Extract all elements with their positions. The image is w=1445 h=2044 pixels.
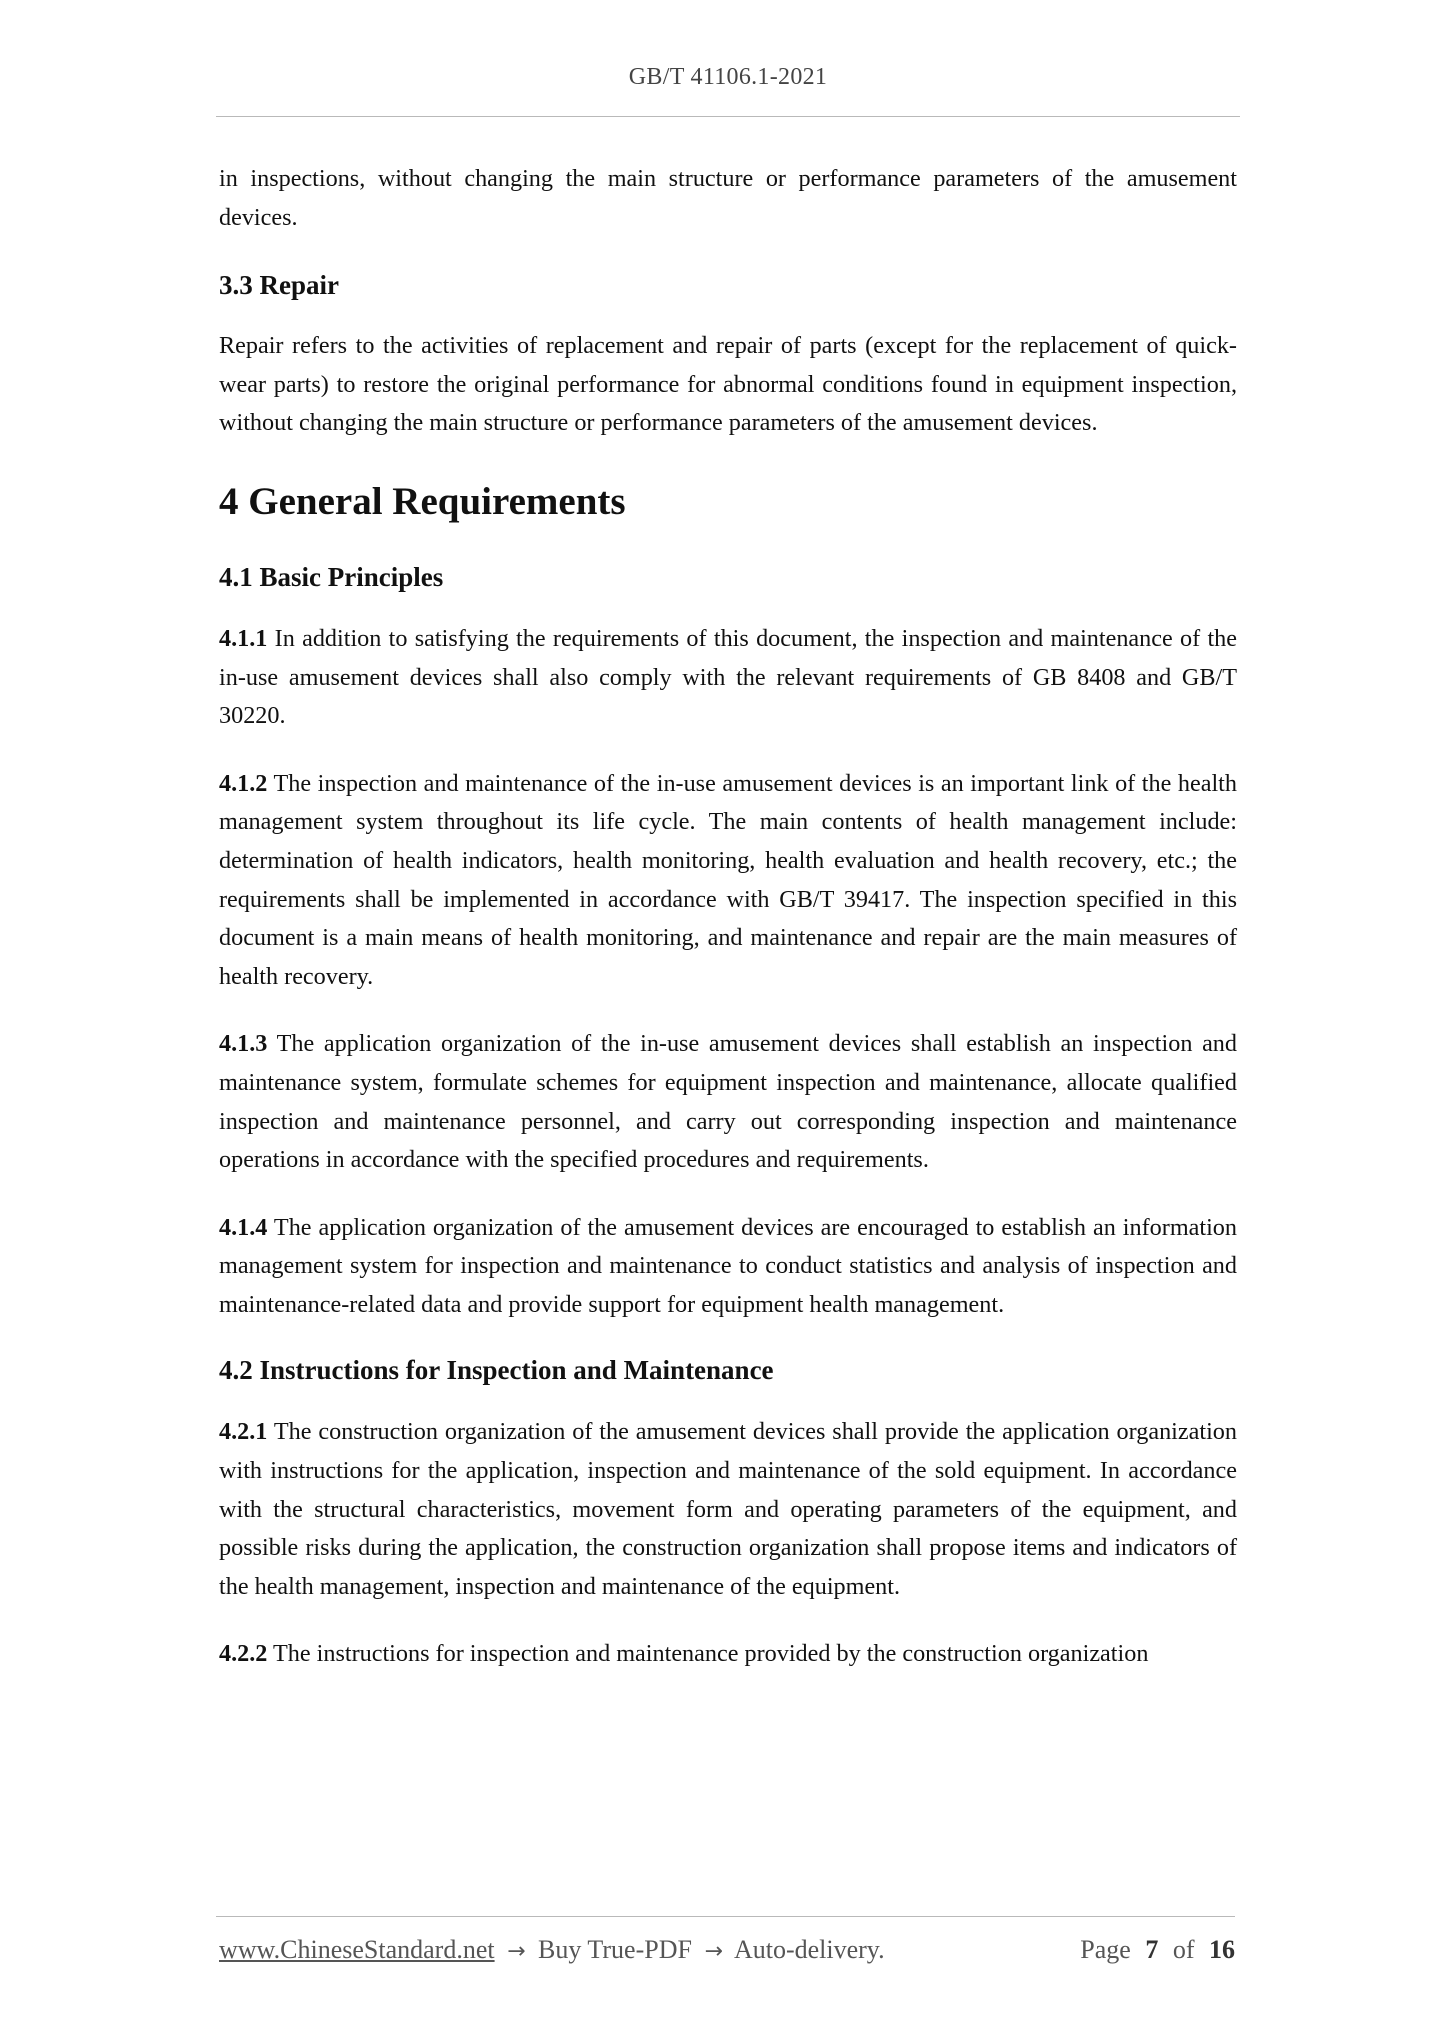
clause-4-2-2 [219,1635,1237,1674]
arrow-right-icon: → [507,1939,526,1964]
clause-text: The application organization of the amusement devices are encouraged to establish an information management system for inspection and maintenance to conduct statistics and analysis of inspection and maintenance-related data and provide support for equipment health management. [219,1213,1237,1318]
clause-text: The instructions for inspection and maintenance provided by the construction organization [267,1640,1149,1668]
clause-number: 4.1.2 [219,769,268,797]
total-pages-number: 16 [1209,1935,1235,1964]
standard-code: GB/T 41106.1-2021 [628,64,828,90]
page-label: Page [1080,1935,1131,1964]
clause-4-1-4 [219,1209,1237,1325]
clause-4-1-2 [219,765,1237,997]
buy-true-pdf-text: Buy True-PDF [538,1935,692,1964]
continuation-paragraph: in inspections, without changing the main structure or performance parameters of the amusement devices. [219,165,1237,231]
clause-number: 4.2.2 [219,1640,268,1668]
arrow-right-icon: → [704,1939,723,1964]
clause-number: 4.1.1 [219,624,268,652]
clause-text: The construction organization of the amusement devices shall provide the application organization with instructions for the application, inspection and maintenance of the sold equipment. In accordance with the structural characteristics, movement form and operating parameters of the equipment, and possible risks during the application, the construction organization shall propose items and indicators of the health management, inspection and maintenance of the equipment. [219,1418,1237,1600]
current-page-number: 7 [1145,1935,1159,1964]
section-3-3-paragraph: Repair refers to the activities of replacement and repair of parts (except for the replacement of quick-wear parts) to restore the original performance for abnormal conditions found in equipment inspection, without changing the main structure or performance parameters of the amusement devices. [219,332,1237,437]
clause-number: 4.1.3 [219,1030,268,1058]
clause-number: 4.2.1 [219,1418,268,1446]
page-indicator [1080,1935,1235,1965]
section-4-1-heading: 4.1 Basic Principles [219,561,444,592]
clause-4-2-1 [219,1413,1237,1606]
auto-delivery-text: Auto-delivery. [733,1935,885,1964]
clause-4-1-3 [219,1025,1237,1179]
clause-4-1-1 [219,620,1237,736]
clause-number: 4.1.4 [219,1213,268,1241]
clause-text: The application organization of the in-use amusement devices shall establish an inspection and maintenance system, formulate schemes for equipment inspection and maintenance, allocate qualified inspection and maintenance personnel, and carry out corresponding inspection and maintenance operations in accordance with the specified procedures and requirements. [219,1030,1237,1174]
header-divider [216,116,1240,117]
footer-divider [216,1916,1235,1917]
document-body [219,160,1237,1674]
document-header [216,64,1240,91]
section-4-2-heading: 4.2 Instructions for Inspection and Maintenance [219,1355,774,1386]
section-3-3-heading: 3.3 Repair [219,270,339,301]
clause-text: The inspection and maintenance of the in-use amusement devices is an important link of the health management system throughout its life cycle. The main contents of health management include: determination of health indicators, health monitoring, health evaluation and health recovery, etc.; the requirements shall be implemented in accordance with GB/T 39417. The inspection specified in this document is a main means of health monitoring, and maintenance and repair are the main measures of health recovery. [219,769,1237,990]
of-label: of [1172,1935,1195,1964]
footer-promo [219,1935,885,1965]
section-4-heading: 4 General Requirements [219,479,626,523]
website-link[interactable]: www.ChineseStandard.net [219,1935,495,1964]
clause-text: In addition to satisfying the requirements of this document, the inspection and maintenance of the in-use amusement devices shall also comply with the relevant requirements of GB 8408 and GB/T 30220. [219,624,1237,730]
